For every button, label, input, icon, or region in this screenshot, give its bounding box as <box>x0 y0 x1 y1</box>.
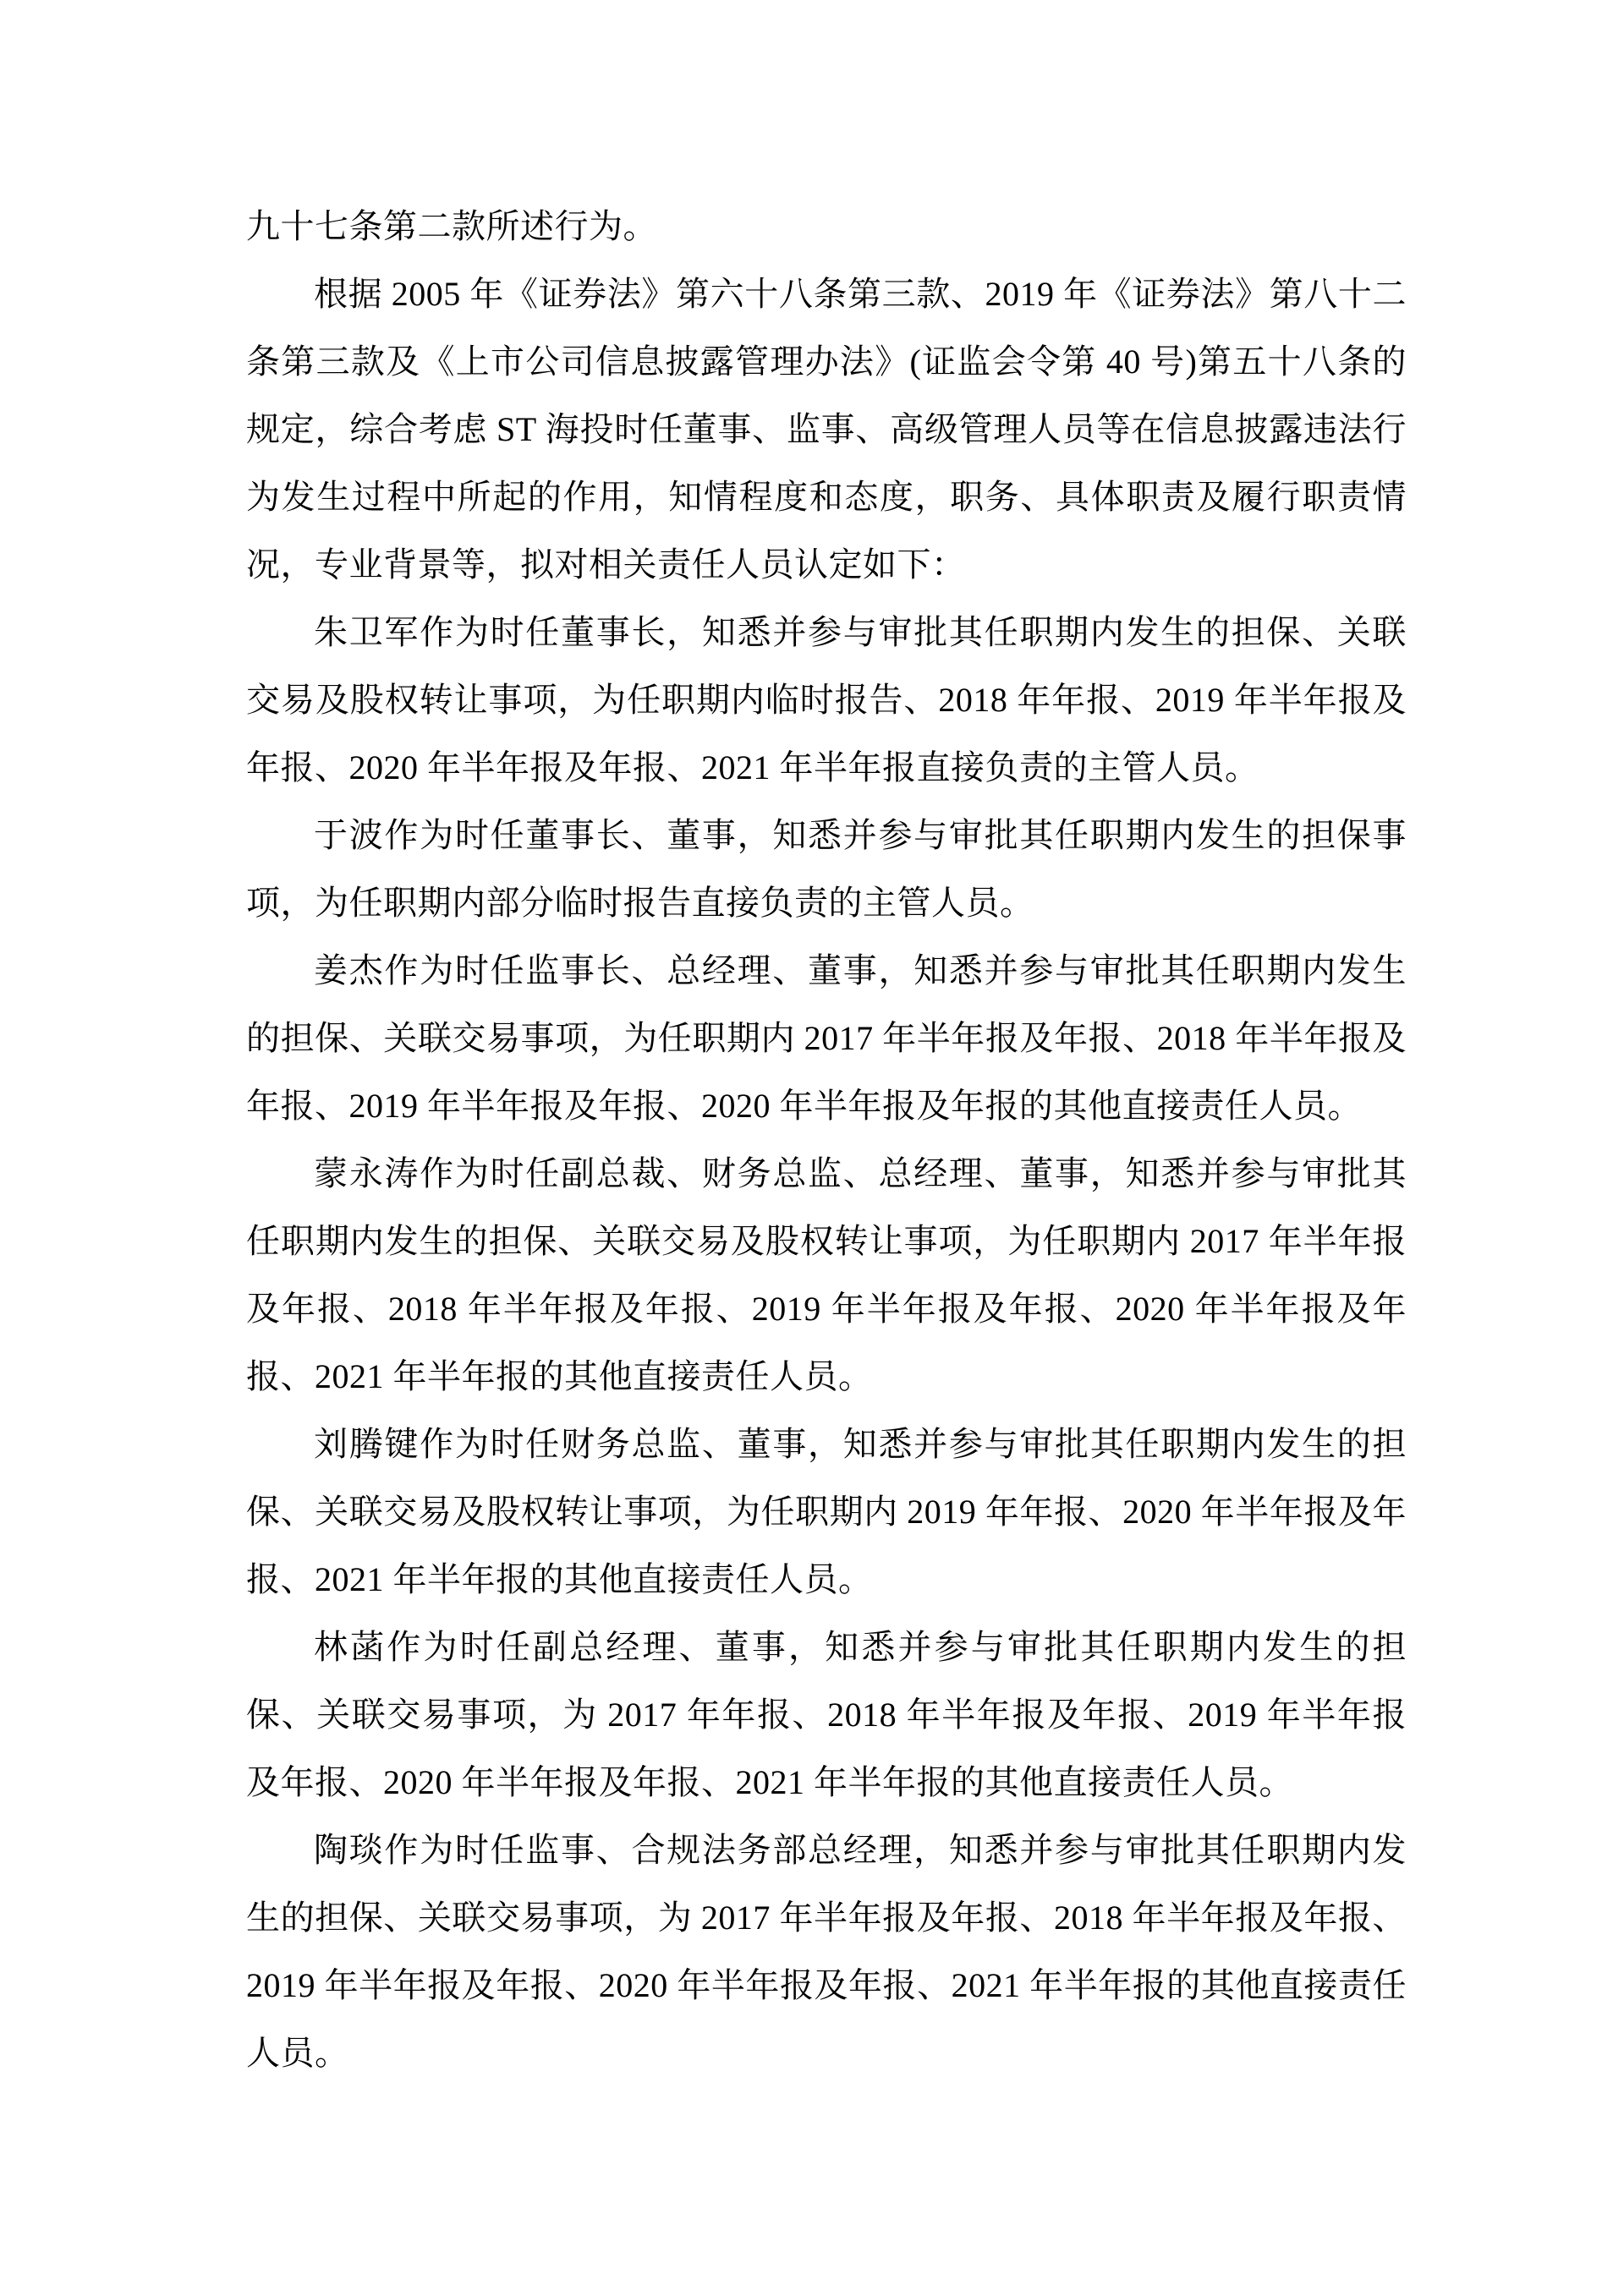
paragraph-meng-yongtao-finding: 蒙永涛作为时任副总裁、财务总监、总经理、董事，知悉并参与审批其任职期内发生的担保、关联交易及股权转让事项，为任职期内 2017 年半年报及年报、2018 年半年报及年报、2019 年半年报及年报、2020 年半年报及年报、2021 年半年报的其他直接责任人员。 <box>246 1154 1407 1395</box>
paragraph-lin-han-finding: 林菡作为时任副总经理、董事，知悉并参与审批其任职期内发生的担保、关联交易事项，为 2017 年年报、2018 年半年报及年报、2019 年半年报及年报、2020 年半年报及年报、2021 年半年报的其他直接责任人员。 <box>246 1628 1407 1801</box>
paragraph-continuation-line: 九十七条第二款所述行为。 <box>246 207 657 245</box>
paragraph-yu-bo-finding: 于波作为时任董事长、董事，知悉并参与审批其任职期内发生的担保事项，为任职期内部分临时报告直接负责的主管人员。 <box>246 816 1407 922</box>
paragraph-liu-tengjian-finding: 刘腾键作为时任财务总监、董事，知悉并参与审批其任职期内发生的担保、关联交易及股权转让事项，为任职期内 2019 年年报、2020 年半年报及年报、2021 年半年报的其他直接责任人员。 <box>246 1425 1407 1598</box>
paragraph-legal-basis: 根据 2005 年《证券法》第六十八条第三款、2019 年《证券法》第八十二条第三款及《上市公司信息披露管理办法》(证监会令第 40 号)第五十八条的规定，综合考虑 ST 海投时任董事、监事、高级管理人员等在信息披露违法行为发生过程中所起的作用，知情程度和态度，职务、具体职责及履行职责情况，专业背景等，拟对相关责任人员认定如下： <box>246 275 1407 584</box>
paragraph-tao-yan-finding: 陶琰作为时任监事、合规法务部总经理，知悉并参与审批其任职期内发生的担保、关联交易事项，为 2017 年半年报及年报、2018 年半年报及年报、2019 年半年报及年报、2020 年半年报及年报、2021 年半年报的其他直接责任人员。 <box>246 1831 1407 2072</box>
paragraph-zhu-weijun-finding: 朱卫军作为时任董事长，知悉并参与审批其任职期内发生的担保、关联交易及股权转让事项，为任职期内临时报告、2018 年年报、2019 年半年报及年报、2020 年半年报及年报、2021 年半年报直接负责的主管人员。 <box>246 613 1407 786</box>
document-text-block <box>246 193 1407 2087</box>
paragraph-jiang-jie-finding: 姜杰作为时任监事长、总经理、董事，知悉并参与审批其任职期内发生的担保、关联交易事项，为任职期内 2017 年半年报及年报、2018 年半年报及年报、2019 年半年报及年报、2020 年半年报及年报的其他直接责任人员。 <box>246 951 1407 1125</box>
